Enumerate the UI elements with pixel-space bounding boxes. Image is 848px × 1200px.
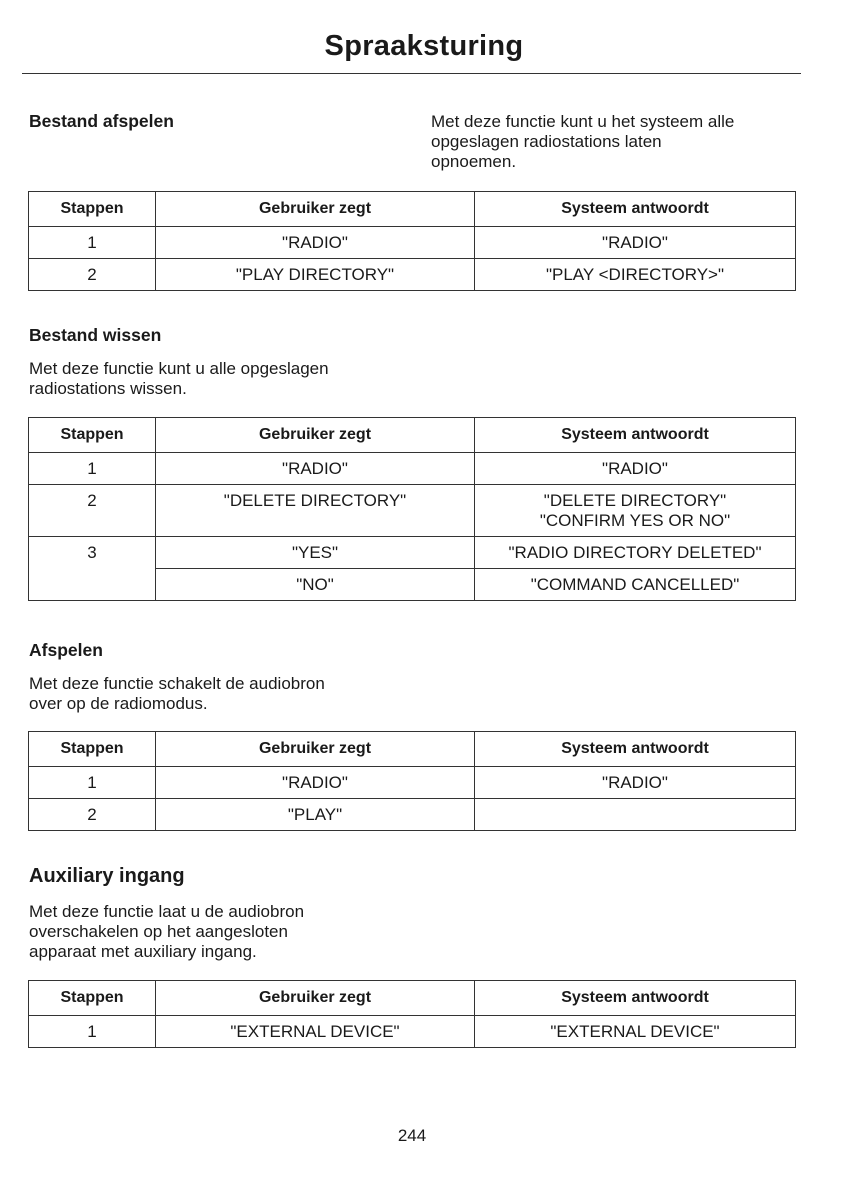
system-cell: "COMMAND CANCELLED" — [475, 569, 796, 601]
system-line: "CONFIRM YES OR NO" — [539, 511, 731, 530]
description-line: radiostations wissen. — [29, 379, 187, 398]
header-user-says: Gebruiker zegt — [156, 192, 475, 227]
user-cell: "RADIO" — [156, 227, 475, 259]
step-cell: 2 — [29, 485, 156, 537]
system-cell: "PLAY <DIRECTORY>" — [475, 259, 796, 291]
description-line: overschakelen op het aangesloten — [29, 922, 288, 941]
header-system-responds: Systeem antwoordt — [475, 192, 796, 227]
description-line: Met deze functie kunt u het systeem alle — [431, 112, 735, 131]
step-cell: 1 — [29, 453, 156, 485]
page-number: 244 — [397, 1126, 427, 1145]
section-description-afspelen — [29, 674, 325, 714]
step-cell: 2 — [29, 259, 156, 291]
system-line: "DELETE DIRECTORY" — [543, 491, 727, 510]
header-steps: Stappen — [29, 732, 156, 767]
table-header-row — [29, 732, 796, 767]
system-cell: "RADIO" — [475, 767, 796, 799]
header-system-responds: Systeem antwoordt — [475, 418, 796, 453]
section-description-auxiliary-ingang — [29, 902, 304, 962]
user-cell: "YES" — [156, 537, 475, 569]
header-steps: Stappen — [29, 981, 156, 1016]
description-line: opgeslagen radiostations laten — [431, 132, 662, 151]
table-row — [29, 799, 796, 831]
description-line: over op de radiomodus. — [29, 694, 208, 713]
system-cell: "RADIO DIRECTORY DELETED" — [475, 537, 796, 569]
user-cell: "DELETE DIRECTORY" — [156, 485, 475, 537]
header-user-says: Gebruiker zegt — [156, 732, 475, 767]
section-heading-afspelen: Afspelen — [29, 640, 103, 660]
header-user-says: Gebruiker zegt — [156, 418, 475, 453]
system-cell: "RADIO" — [475, 227, 796, 259]
system-cell — [475, 485, 796, 537]
section-description-bestand-afspelen — [431, 112, 734, 172]
table-header-row — [29, 981, 796, 1016]
table-header-row — [29, 192, 796, 227]
system-cell: "RADIO" — [475, 453, 796, 485]
table-bestand-wissen — [28, 417, 796, 601]
step-cell: 3 — [29, 537, 156, 601]
user-cell: "PLAY" — [156, 799, 475, 831]
system-cell: "EXTERNAL DEVICE" — [475, 1016, 796, 1048]
header-steps: Stappen — [29, 192, 156, 227]
table-header-row — [29, 418, 796, 453]
table-row — [29, 259, 796, 291]
step-cell: 2 — [29, 799, 156, 831]
table-row — [29, 227, 796, 259]
section-heading-auxiliary-ingang: Auxiliary ingang — [29, 865, 185, 887]
table-bestand-afspelen — [28, 191, 796, 291]
description-line: Met deze functie kunt u alle opgeslagen — [29, 359, 329, 378]
header-system-responds: Systeem antwoordt — [475, 981, 796, 1016]
section-description-bestand-wissen — [29, 359, 329, 399]
user-cell: "PLAY DIRECTORY" — [156, 259, 475, 291]
page-title: Spraaksturing — [324, 30, 524, 62]
header-system-responds: Systeem antwoordt — [475, 732, 796, 767]
table-row — [29, 485, 796, 537]
step-cell: 1 — [29, 227, 156, 259]
title-divider — [22, 73, 801, 74]
user-cell: "EXTERNAL DEVICE" — [156, 1016, 475, 1048]
table-afspelen — [28, 731, 796, 831]
section-heading-bestand-wissen: Bestand wissen — [29, 325, 162, 345]
description-line: apparaat met auxiliary ingang. — [29, 942, 257, 961]
description-line: Met deze functie schakelt de audiobron — [29, 674, 325, 693]
table-row — [29, 537, 796, 569]
header-user-says: Gebruiker zegt — [156, 981, 475, 1016]
user-cell: "RADIO" — [156, 453, 475, 485]
description-line: opnoemen. — [431, 152, 517, 171]
table-auxiliary-ingang — [28, 980, 796, 1048]
system-cell — [475, 799, 796, 831]
table-row — [29, 453, 796, 485]
table-row — [29, 1016, 796, 1048]
section-heading-bestand-afspelen: Bestand afspelen — [29, 111, 174, 131]
step-cell: 1 — [29, 1016, 156, 1048]
step-cell: 1 — [29, 767, 156, 799]
table-row — [29, 767, 796, 799]
user-cell: "NO" — [156, 569, 475, 601]
header-steps: Stappen — [29, 418, 156, 453]
user-cell: "RADIO" — [156, 767, 475, 799]
description-line: Met deze functie laat u de audiobron — [29, 902, 305, 921]
